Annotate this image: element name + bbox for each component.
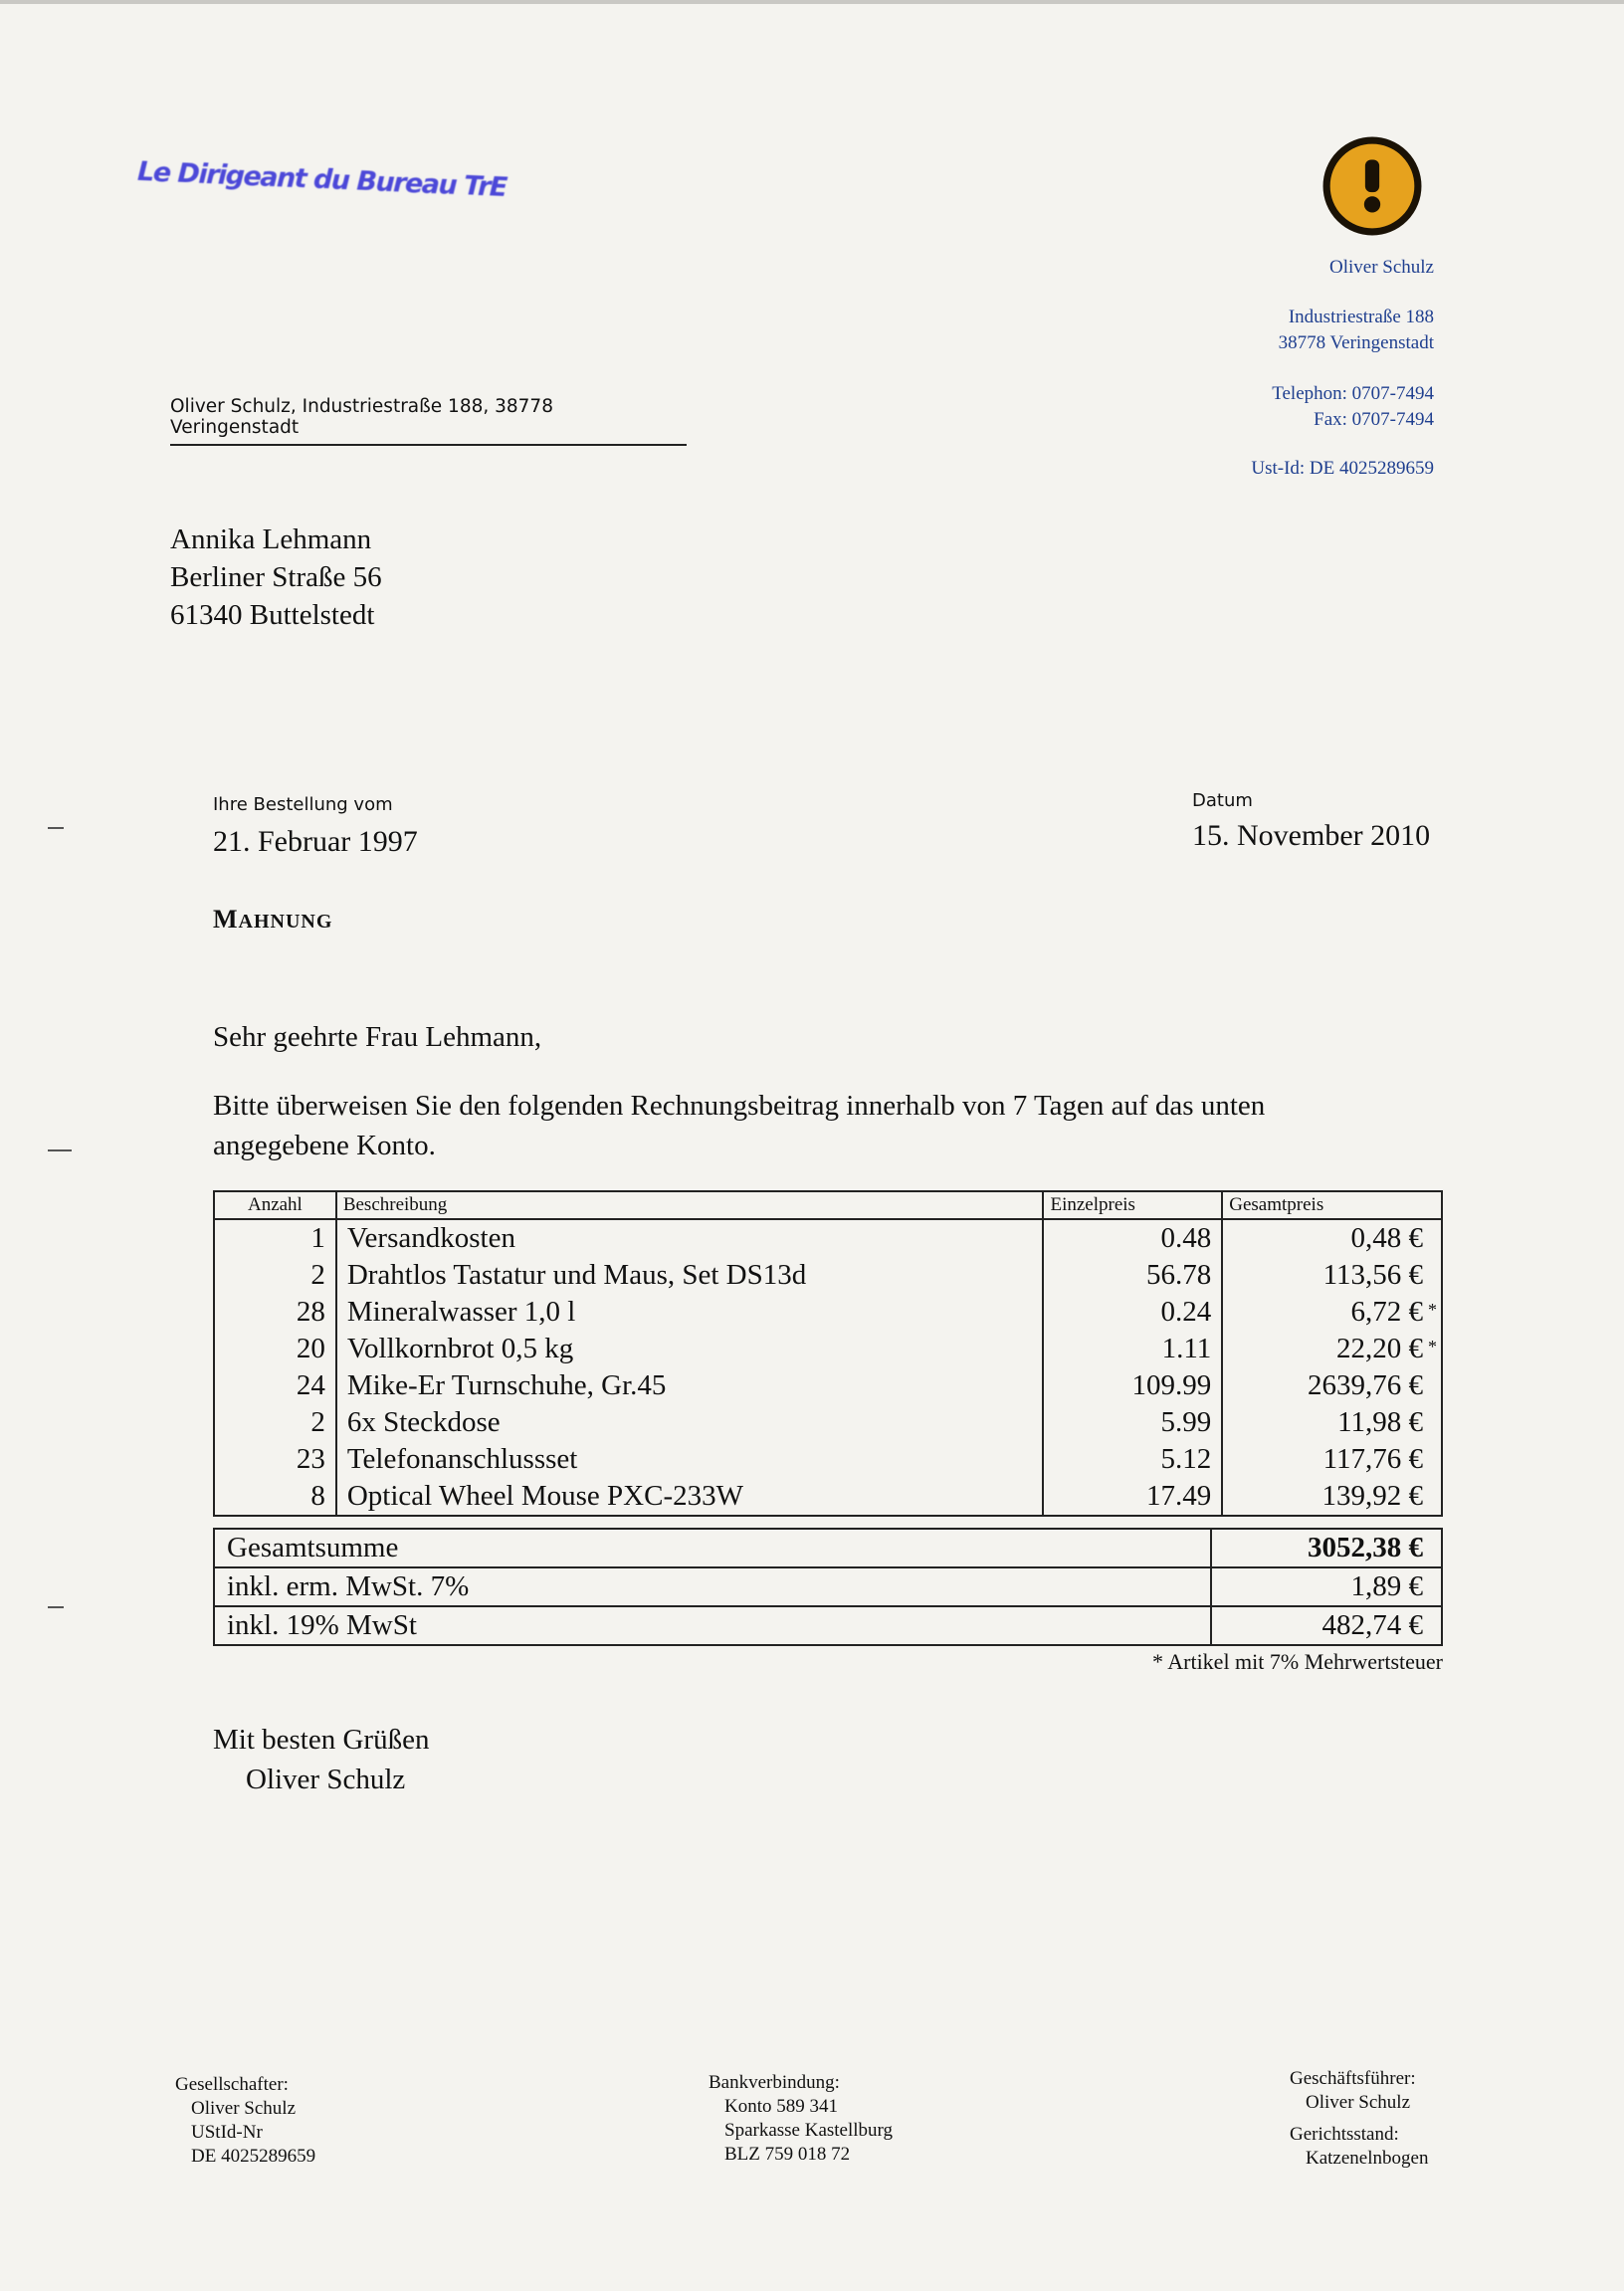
total-price-value: 0,48 €	[1350, 1222, 1423, 1254]
description-cell: Versandkosten	[336, 1219, 1044, 1257]
recipient-street: Berliner Straße 56	[170, 561, 382, 593]
vat19-label: inkl. 19% MwSt	[214, 1606, 1211, 1645]
warning-exclamation-icon	[1321, 135, 1423, 237]
table-header-row	[214, 1191, 1442, 1219]
total-price-cell	[1222, 1404, 1442, 1441]
description-cell: Mike-Er Turnschuhe, Gr.45	[336, 1367, 1044, 1404]
description-cell: Vollkornbrot 0,5 kg	[336, 1331, 1044, 1367]
unit-price-cell: 1.11	[1043, 1331, 1222, 1367]
unit-price-cell: 5.99	[1043, 1404, 1222, 1441]
qty-cell: 2	[214, 1257, 336, 1294]
sender-contact	[1272, 381, 1434, 433]
qty-cell: 1	[214, 1219, 336, 1257]
total-price-value: 117,76 €	[1322, 1443, 1423, 1475]
description-cell: Drahtlos Tastatur und Maus, Set DS13d	[336, 1257, 1044, 1294]
closing	[213, 1720, 429, 1799]
court-value: Katzenelnbogen	[1306, 2148, 1429, 2169]
bank-blz: BLZ 759 018 72	[724, 2144, 851, 2165]
totals-table	[213, 1528, 1443, 1646]
partner-label: Gesellschafter:	[175, 2074, 289, 2095]
unit-price-cell: 0.24	[1043, 1294, 1222, 1331]
punch-mark	[48, 1149, 72, 1151]
bank-account: Konto 589 341	[724, 2096, 838, 2117]
reduced-vat-mark: *	[1428, 1300, 1437, 1320]
total-price-cell	[1222, 1257, 1442, 1294]
sender-name: Oliver Schulz	[1328, 257, 1434, 278]
sender-street: Industriestraße 188	[1288, 307, 1434, 327]
footer-partner	[175, 2073, 315, 2169]
body-line: angegebene Konto.	[213, 1130, 436, 1161]
table-row	[214, 1441, 1442, 1478]
table-row	[214, 1404, 1442, 1441]
fold-mark	[48, 1606, 64, 1608]
description-cell: Optical Wheel Mouse PXC-233W	[336, 1478, 1044, 1516]
vat7-label: inkl. erm. MwSt. 7%	[214, 1567, 1211, 1606]
table-row	[214, 1478, 1442, 1516]
vat7-row	[214, 1567, 1442, 1606]
total-price-value: 11,98 €	[1337, 1406, 1423, 1438]
total-price-value: 6,72 €	[1350, 1296, 1423, 1328]
sender-address	[1279, 305, 1434, 356]
ustid-label: UStId-Nr	[191, 2122, 263, 2143]
total-price-cell	[1222, 1478, 1442, 1516]
partner-name: Oliver Schulz	[191, 2098, 297, 2119]
recipient-name: Annika Lehmann	[170, 523, 372, 555]
description-cell: Telefonanschlussset	[336, 1441, 1044, 1478]
recipient-address	[170, 521, 382, 634]
column-header: Einzelpreis	[1043, 1191, 1222, 1219]
footer-management	[1290, 2067, 1428, 2171]
order-date-label: Ihre Bestellung vom	[213, 794, 393, 815]
qty-cell: 2	[214, 1404, 336, 1441]
total-price-cell	[1222, 1441, 1442, 1478]
bank-name: Sparkasse Kastellburg	[724, 2120, 894, 2141]
column-header: Anzahl	[214, 1191, 336, 1219]
unit-price-cell: 56.78	[1043, 1257, 1222, 1294]
sender-vat-id: Ust-Id: DE 4025289659	[1251, 458, 1434, 479]
body-paragraph	[213, 1086, 1265, 1165]
subject-initial: M	[213, 905, 239, 934]
total-price-value: 22,20 €	[1336, 1333, 1423, 1364]
ustid-value: DE 4025289659	[191, 2146, 316, 2167]
qty-cell: 24	[214, 1367, 336, 1404]
description-cell: 6x Steckdose	[336, 1404, 1044, 1441]
closing-signature-name: Oliver Schulz	[246, 1764, 406, 1795]
ceo-name: Oliver Schulz	[1306, 2092, 1411, 2113]
order-date: 21. Februar 1997	[213, 825, 418, 858]
table-row	[214, 1294, 1442, 1331]
qty-cell: 20	[214, 1331, 336, 1367]
return-address-line: Oliver Schulz, Industriestraße 188, 38778 Veringenstadt	[170, 396, 687, 446]
qty-cell: 23	[214, 1441, 336, 1478]
total-price-value: 139,92 €	[1321, 1480, 1423, 1512]
total-price-cell	[1222, 1294, 1442, 1331]
total-price-cell	[1222, 1331, 1442, 1367]
items-table	[213, 1190, 1443, 1517]
footer-bank	[709, 2071, 893, 2167]
total-price-cell	[1222, 1367, 1442, 1404]
sender-city: 38778 Veringenstadt	[1278, 332, 1434, 353]
ceo-label: Geschäftsführer:	[1290, 2068, 1416, 2089]
vat19-value: 482,74 €	[1211, 1606, 1442, 1645]
blue-stamp: Le Dirigeant du Bureau TrE	[136, 155, 508, 204]
total-price-value: 113,56 €	[1322, 1259, 1423, 1291]
table-row	[214, 1257, 1442, 1294]
total-price-cell	[1222, 1219, 1442, 1257]
qty-cell: 8	[214, 1478, 336, 1516]
column-header: Gesamtpreis	[1222, 1191, 1442, 1219]
column-header: Beschreibung	[336, 1191, 1044, 1219]
table-row	[214, 1219, 1442, 1257]
body-line: Bitte überweisen Sie den folgenden Rechnungsbeitrag innerhalb von 7 Tagen auf das unten	[213, 1090, 1266, 1122]
fold-mark	[48, 827, 64, 829]
sender-phone: Telephon: 0707-7494	[1272, 383, 1434, 404]
unit-price-cell: 109.99	[1043, 1367, 1222, 1404]
total-sum-row	[214, 1529, 1442, 1567]
vat19-row	[214, 1606, 1442, 1645]
total-price-value: 2639,76 €	[1308, 1369, 1423, 1401]
recipient-city: 61340 Buttelstedt	[170, 599, 375, 631]
closing-greeting: Mit besten Grüßen	[213, 1724, 430, 1756]
total-sum-value: 3052,38 €	[1211, 1529, 1442, 1567]
court-label: Gerichtsstand:	[1290, 2124, 1399, 2145]
bank-label: Bankverbindung:	[709, 2072, 840, 2093]
sender-fax: Fax: 0707-7494	[1314, 409, 1434, 430]
unit-price-cell: 0.48	[1043, 1219, 1222, 1257]
reduced-vat-mark: *	[1428, 1337, 1437, 1356]
vat7-value: 1,89 €	[1211, 1567, 1442, 1606]
description-cell: Mineralwasser 1,0 l	[336, 1294, 1044, 1331]
date-label: Datum	[1192, 790, 1253, 811]
vat-footnote: * Artikel mit 7% Mehrwertsteuer	[1151, 1649, 1443, 1674]
letter-subject	[213, 905, 332, 935]
salutation: Sehr geehrte Frau Lehmann,	[213, 1021, 542, 1053]
subject-rest: AHNUNG	[238, 911, 333, 933]
unit-price-cell: 17.49	[1043, 1478, 1222, 1516]
total-sum-label: Gesamtsumme	[214, 1529, 1211, 1567]
table-row	[214, 1331, 1442, 1367]
table-row	[214, 1367, 1442, 1404]
unit-price-cell: 5.12	[1043, 1441, 1222, 1478]
qty-cell: 28	[214, 1294, 336, 1331]
letter-date: 15. November 2010	[1192, 819, 1431, 852]
scan-top-edge	[0, 0, 1624, 4]
